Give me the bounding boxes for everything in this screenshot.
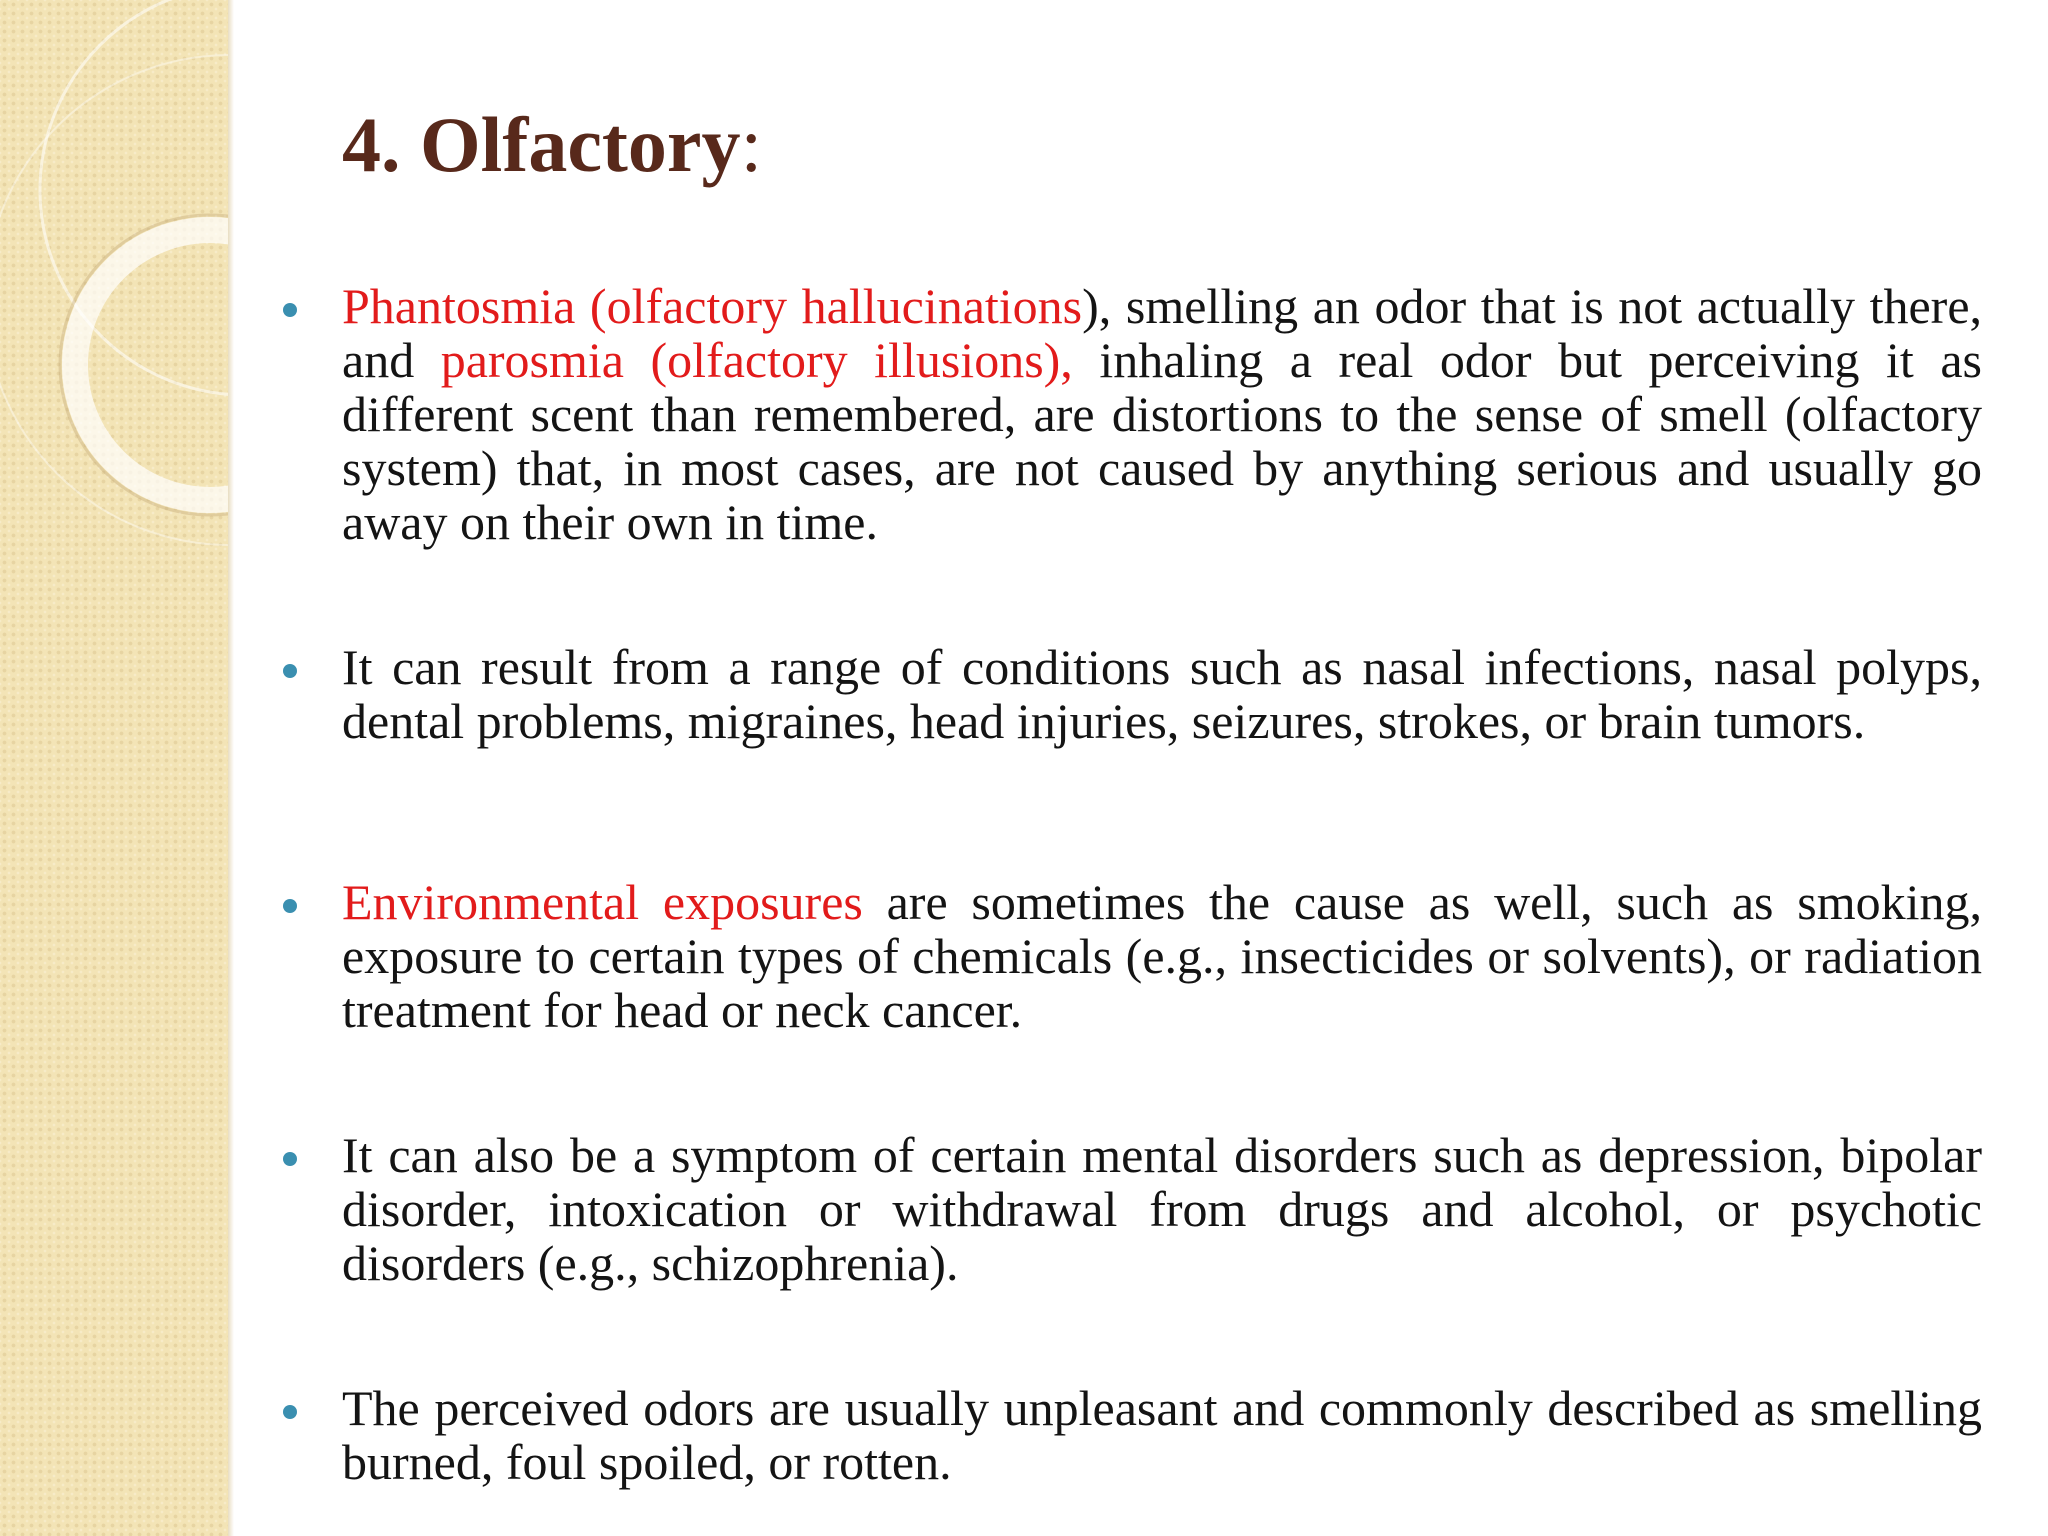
bullet-text: The perceived odors are usually unpleasant and commonly described as smelling burned, foul spoiled, or rotten.: [342, 1380, 1982, 1490]
term-parosmia: parosmia (olfactory illusions),: [440, 332, 1073, 388]
bullet-dot: [283, 1152, 297, 1166]
slide-title-text: 4. Olfactory: [342, 101, 741, 188]
slide-title: [342, 100, 762, 190]
bullet-item-causes: [342, 640, 1982, 748]
bullet-dot: [283, 1405, 297, 1419]
bullet-text: It can result from a range of conditions such as nasal infections, nasal polyps, dental problems, migraines, head injuries, seizures, strokes, or brain tumors.: [342, 639, 1982, 749]
bullet-item-mental-disorders: [342, 1128, 1982, 1290]
term-environmental-exposures: Environmental exposures: [342, 874, 863, 930]
decorative-rings: [0, 0, 228, 1536]
decorative-side-panel: [0, 0, 228, 1536]
bullet-dot: [283, 899, 297, 913]
bullet-text: It can also be a symptom of certain mental disorders such as depression, bipolar disorder, intoxication or withdrawal from drugs and alcohol, or psychotic disorders (e.g., schizophrenia).: [342, 1127, 1982, 1291]
bullet-text: are sometimes the cause as well, such as smoking, exposure to certain types of chemicals (e.g., insecticides or solvents), or radiation treatment for head or neck cancer.: [342, 874, 1982, 1038]
slide-title-colon: :: [740, 101, 763, 188]
term-phantosmia: Phantosmia (olfactory hallucinations: [342, 278, 1083, 334]
thick-ring: [75, 230, 228, 500]
bullet-dot: [283, 664, 297, 678]
bullet-item-perceived-odors: [342, 1381, 1982, 1489]
side-panel-edge: [228, 0, 234, 1536]
bullet-text: ), smelling an odor that is not actually there, and: [342, 278, 1983, 388]
bullet-dot: [283, 303, 297, 317]
bullet-item-environmental: [342, 875, 1982, 1037]
bullet-item-phantosmia: [342, 279, 1982, 549]
bullet-text: inhaling a real odor but perceiving it as different scent than remembered, are distortions to the sense of smell (olfactory system) that, in most cases, are not caused by anything serious and usually go away on their own in time.: [342, 332, 1982, 550]
